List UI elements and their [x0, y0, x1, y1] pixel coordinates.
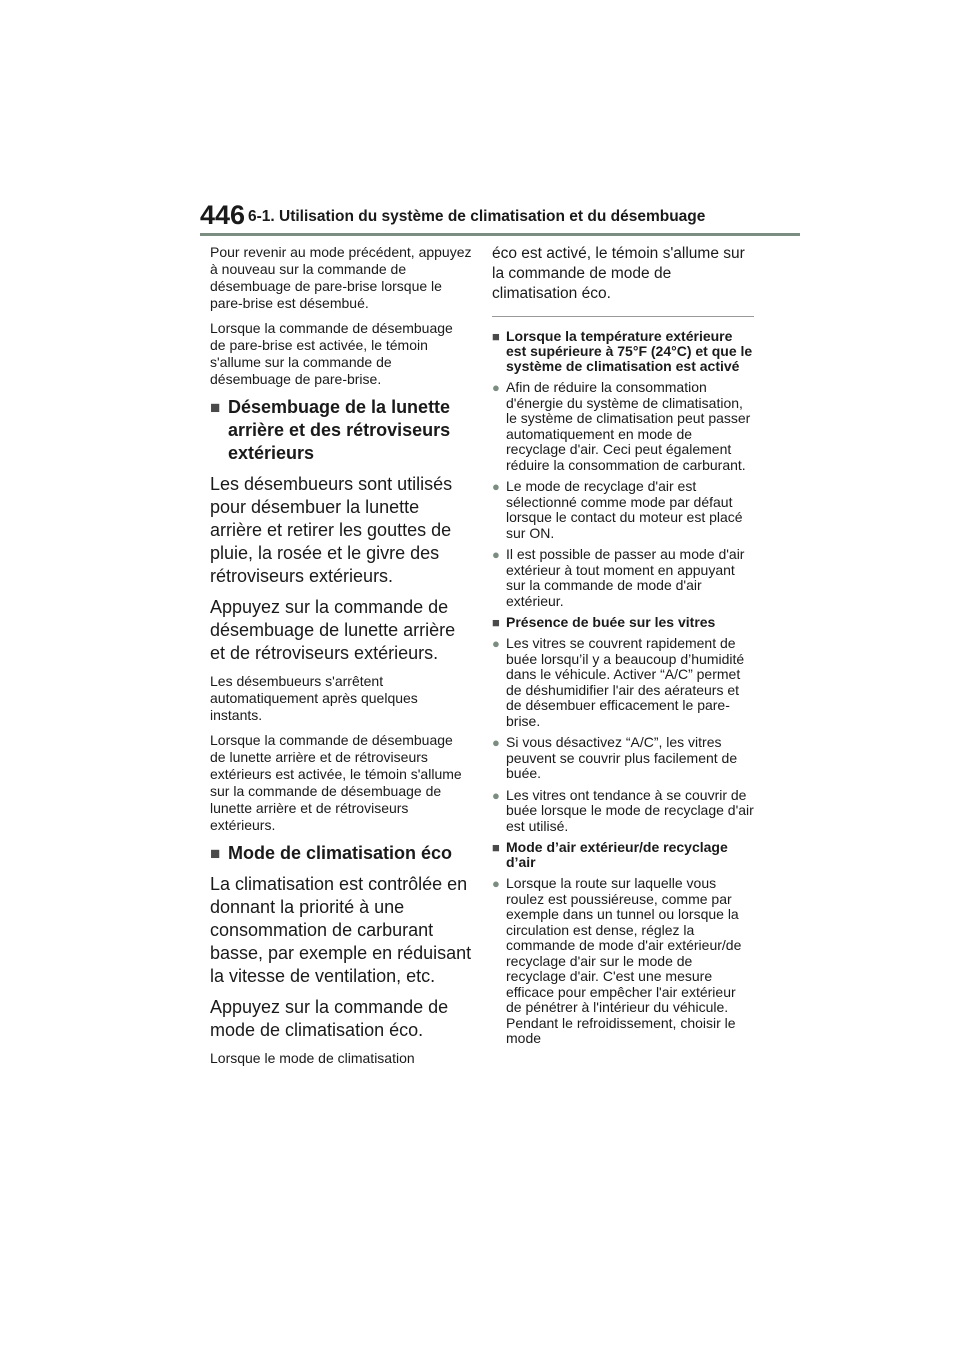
bullet-item: [492, 380, 754, 473]
bullet-text: Si vous désactivez “A/C”, les vitres peuvent se couvrir plus facilement de buée.: [506, 734, 738, 781]
heading-text: Désembuage de la lunette arrière et des rétroviseurs extérieurs: [228, 397, 451, 463]
bullet-text: Les vitres ont tendance à se couvrir de buée lorsque le mode de recyclage d'air est utilisé.: [506, 786, 754, 834]
paragraph: Les désembueurs s'arrêtent automatiquement après quelques instants.: [210, 673, 418, 723]
section-heading: [210, 842, 472, 865]
left-column: [210, 244, 472, 1075]
paragraph: Pour revenir au mode précédent, appuyez à nouveau sur la commande de désembuage de pare-brise lorsque le pare-brise est désembué.: [210, 244, 472, 311]
paragraph: Lorsque la commande de désembuage de lunette arrière et de rétroviseurs extérieurs est activée, le témoin s'allume sur la commande de désembuage de lunette arrière et de rétroviseurs extérieurs.: [210, 732, 462, 833]
bullet-text: Afin de réduire la consommation d'énergie du système de climatisation, le système de climatisation peut passer automatiquement en mode de recyclage d'air. Ceci peut également réduire la consommation de carburant.: [506, 379, 751, 473]
paragraph: Appuyez sur la commande de désembuage de lunette arrière et de rétroviseurs extérieurs.: [210, 597, 456, 663]
bullet-item: [492, 547, 754, 609]
bullet-item: [492, 636, 754, 729]
square-bullet-icon: ■: [210, 844, 221, 863]
right-column: [492, 244, 754, 1053]
bullet-item: [492, 876, 754, 1047]
heading-text: Mode d’air extérieur/de recyclage d’air: [506, 839, 728, 870]
bullet-item: [492, 479, 754, 541]
bullet-text: Les vitres se couvrent rapidement de buée lorsqu’il y a beaucoup d’humidité dans le véhicule. Activer “A/C” permet de déshumidifier l'air des aérateurs et de désembuer efficacement le pare-brise.: [506, 635, 745, 729]
circle-bullet-icon: ●: [492, 787, 500, 803]
heading-text: Lorsque la température extérieure est supérieure à 75°F (24°C) et que le système de climatisation est activé: [506, 328, 753, 374]
bullet-item: [492, 788, 754, 835]
bullet-text: Lorsque la route sur laquelle vous roulez est poussiéreuse, comme par exemple dans un tunnel ou lorsque la circulation est dense, réglez la commande de mode d'air extérieur/de recyclage d'air sur le mode de recyclage d'air. C'est une mesure efficace pour empêcher l'air extérieur de pénétrer à l'intérieur du véhicule. Pendant le refroidissement, choisir le mode: [506, 875, 742, 1046]
paragraph: éco est activé, le témoin s'allume sur la commande de mode de climatisation éco.: [492, 245, 745, 302]
square-bullet-icon: ■: [492, 329, 500, 344]
heading-text: Mode de climatisation éco: [228, 843, 453, 863]
page-header: [200, 200, 800, 236]
subsection-heading: [492, 840, 754, 870]
paragraph: Les désembueurs sont utilisés pour désembuer la lunette arrière et retirer les gouttes de pluie, la rosée et le givre des rétroviseurs extérieurs.: [210, 474, 453, 586]
paragraph: Lorsque la commande de désembuage de pare-brise est activée, le témoin s'allume sur la commande de désembuage de pare-brise.: [210, 320, 453, 387]
heading-text: Présence de buée sur les vitres: [506, 614, 716, 630]
circle-bullet-icon: ●: [492, 876, 500, 891]
circle-bullet-icon: ●: [492, 380, 500, 395]
paragraph: Appuyez sur la commande de mode de climatisation éco.: [210, 997, 449, 1040]
bullet-text: Le mode de recyclage d'air est sélectionné comme mode par défaut lorsque le contact du moteur est placé sur ON.: [506, 478, 743, 541]
circle-bullet-icon: ●: [492, 735, 500, 750]
page-number: 446: [200, 200, 246, 230]
divider: [492, 316, 754, 317]
circle-bullet-icon: ●: [492, 636, 500, 651]
circle-bullet-icon: ●: [492, 547, 500, 562]
header-rule: [200, 233, 800, 236]
subsection-heading: [492, 615, 754, 630]
paragraph: La climatisation est contrôlée en donnant la priorité à une consommation de carburant basse, par exemple en réduisant la vitesse de ventilation, etc.: [210, 874, 472, 986]
square-bullet-icon: ■: [210, 398, 221, 417]
section-heading: [210, 396, 472, 465]
paragraph: Lorsque le mode de climatisation: [210, 1050, 415, 1066]
circle-bullet-icon: ●: [492, 479, 500, 494]
bullet-text: Il est possible de passer au mode d'air extérieur à tout moment en appuyant sur la commande de mode d'air extérieur.: [506, 546, 745, 609]
subsection-heading: [492, 329, 754, 374]
section-title: 6-1. Utilisation du système de climatisation et du désembuage: [248, 208, 706, 225]
square-bullet-icon: ■: [492, 615, 500, 630]
bullet-item: [492, 735, 754, 782]
square-bullet-icon: ■: [492, 840, 500, 855]
